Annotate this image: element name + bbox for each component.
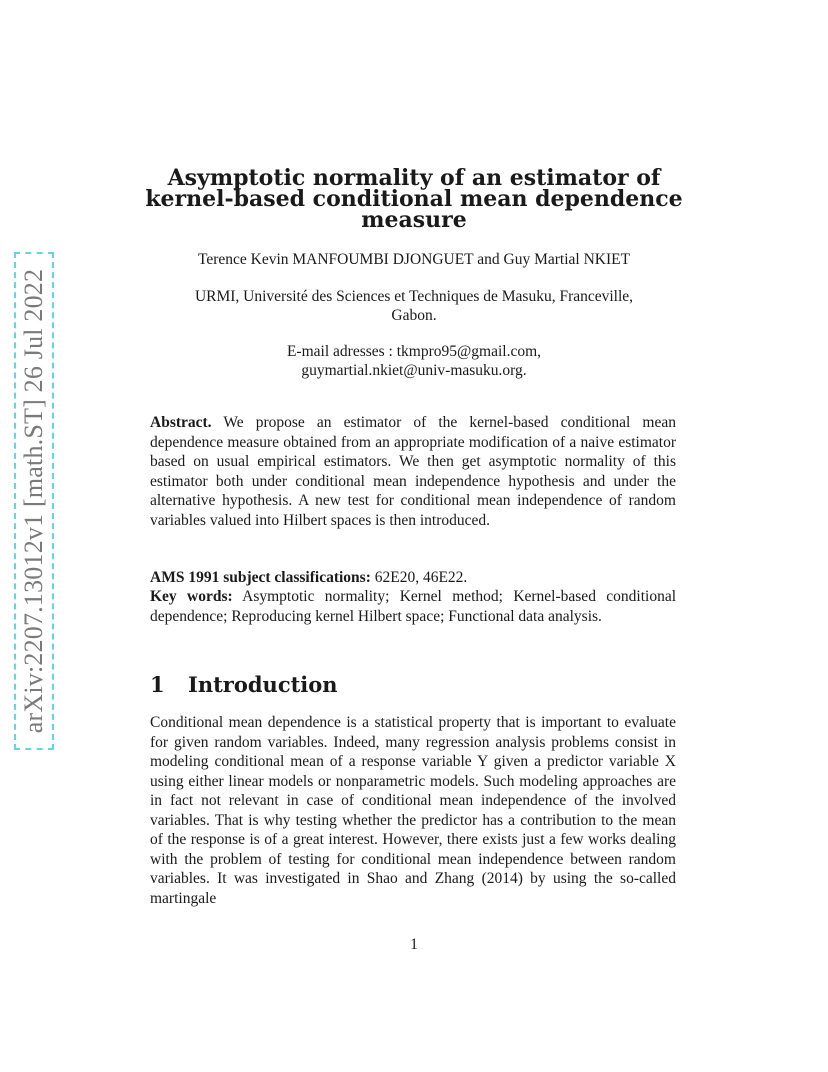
authors: Terence Kevin MANFOUMBI DJONGUET and Guy Martial NKIET	[197, 251, 631, 268]
affiliation-line-1: URMI, Université des Sciences et Techniques de Masuku, Franceville,	[194, 288, 634, 305]
email-line-2: guymartial.nkiet@univ-masuku.org.	[301, 362, 527, 379]
ams-text: 62E20, 46E22.	[374, 569, 468, 586]
arxiv-stamp	[14, 252, 54, 750]
abstract-text: We propose an estimator of the kernel-based conditional mean dependence measure obtained from an appropriate modification of a naive estimator based on usual empirical estimators. We then get asymptotic normality of this estimator both under conditional mean independence hypothesis and under the alternative hypothesis. A new test for conditional mean independence of random variables valued into Hilbert spaces is then introduced.	[150, 414, 676, 529]
abstract	[150, 413, 676, 530]
ams-classifications	[150, 568, 676, 588]
section-heading	[150, 672, 338, 697]
arxiv-stamp-text: arXiv:2207.13012v1 [math.ST] 26 Jul 2022	[19, 268, 48, 734]
keywords	[150, 587, 676, 626]
section-number: 1	[150, 672, 165, 697]
email-addresses	[130, 342, 698, 380]
ams-label: AMS 1991 subject classifications:	[150, 569, 371, 586]
paper-title: Asymptotic normality of an estimator of kernel-based conditional mean dependence measure	[145, 165, 683, 233]
section-title: Introduction	[188, 672, 338, 697]
affiliation-line-2: Gabon.	[391, 307, 437, 324]
abstract-label: Abstract.	[150, 414, 212, 431]
keywords-text: Asymptotic normality; Kernel method; Kernel-based conditional dependence; Reproducing kernel Hilbert space; Functional data analysis.	[150, 588, 677, 625]
intro-paragraph: Conditional mean dependence is a statistical property that is important to evaluate for given random variables. Indeed, many regression analysis problems consist in modeling conditional mean of a response variable Y given a predictor variable X using either linear models or nonparametric models. Such modeling approaches are in fact not relevant in case of conditional mean independence of the involved variables. That is why testing whether the predictor has a contribution to the mean of the response is of a great interest. However, there exists just a few works dealing with the problem of testing for conditional mean independence between random variables. It was investigated in Shao and Zhang (2014) by using the so-called martingale	[150, 714, 676, 907]
affiliation	[130, 287, 698, 325]
email-line-1: E-mail adresses : tkmpro95@gmail.com,	[286, 343, 542, 360]
page-number: 1	[410, 936, 418, 953]
keywords-label: Key words:	[150, 588, 233, 605]
